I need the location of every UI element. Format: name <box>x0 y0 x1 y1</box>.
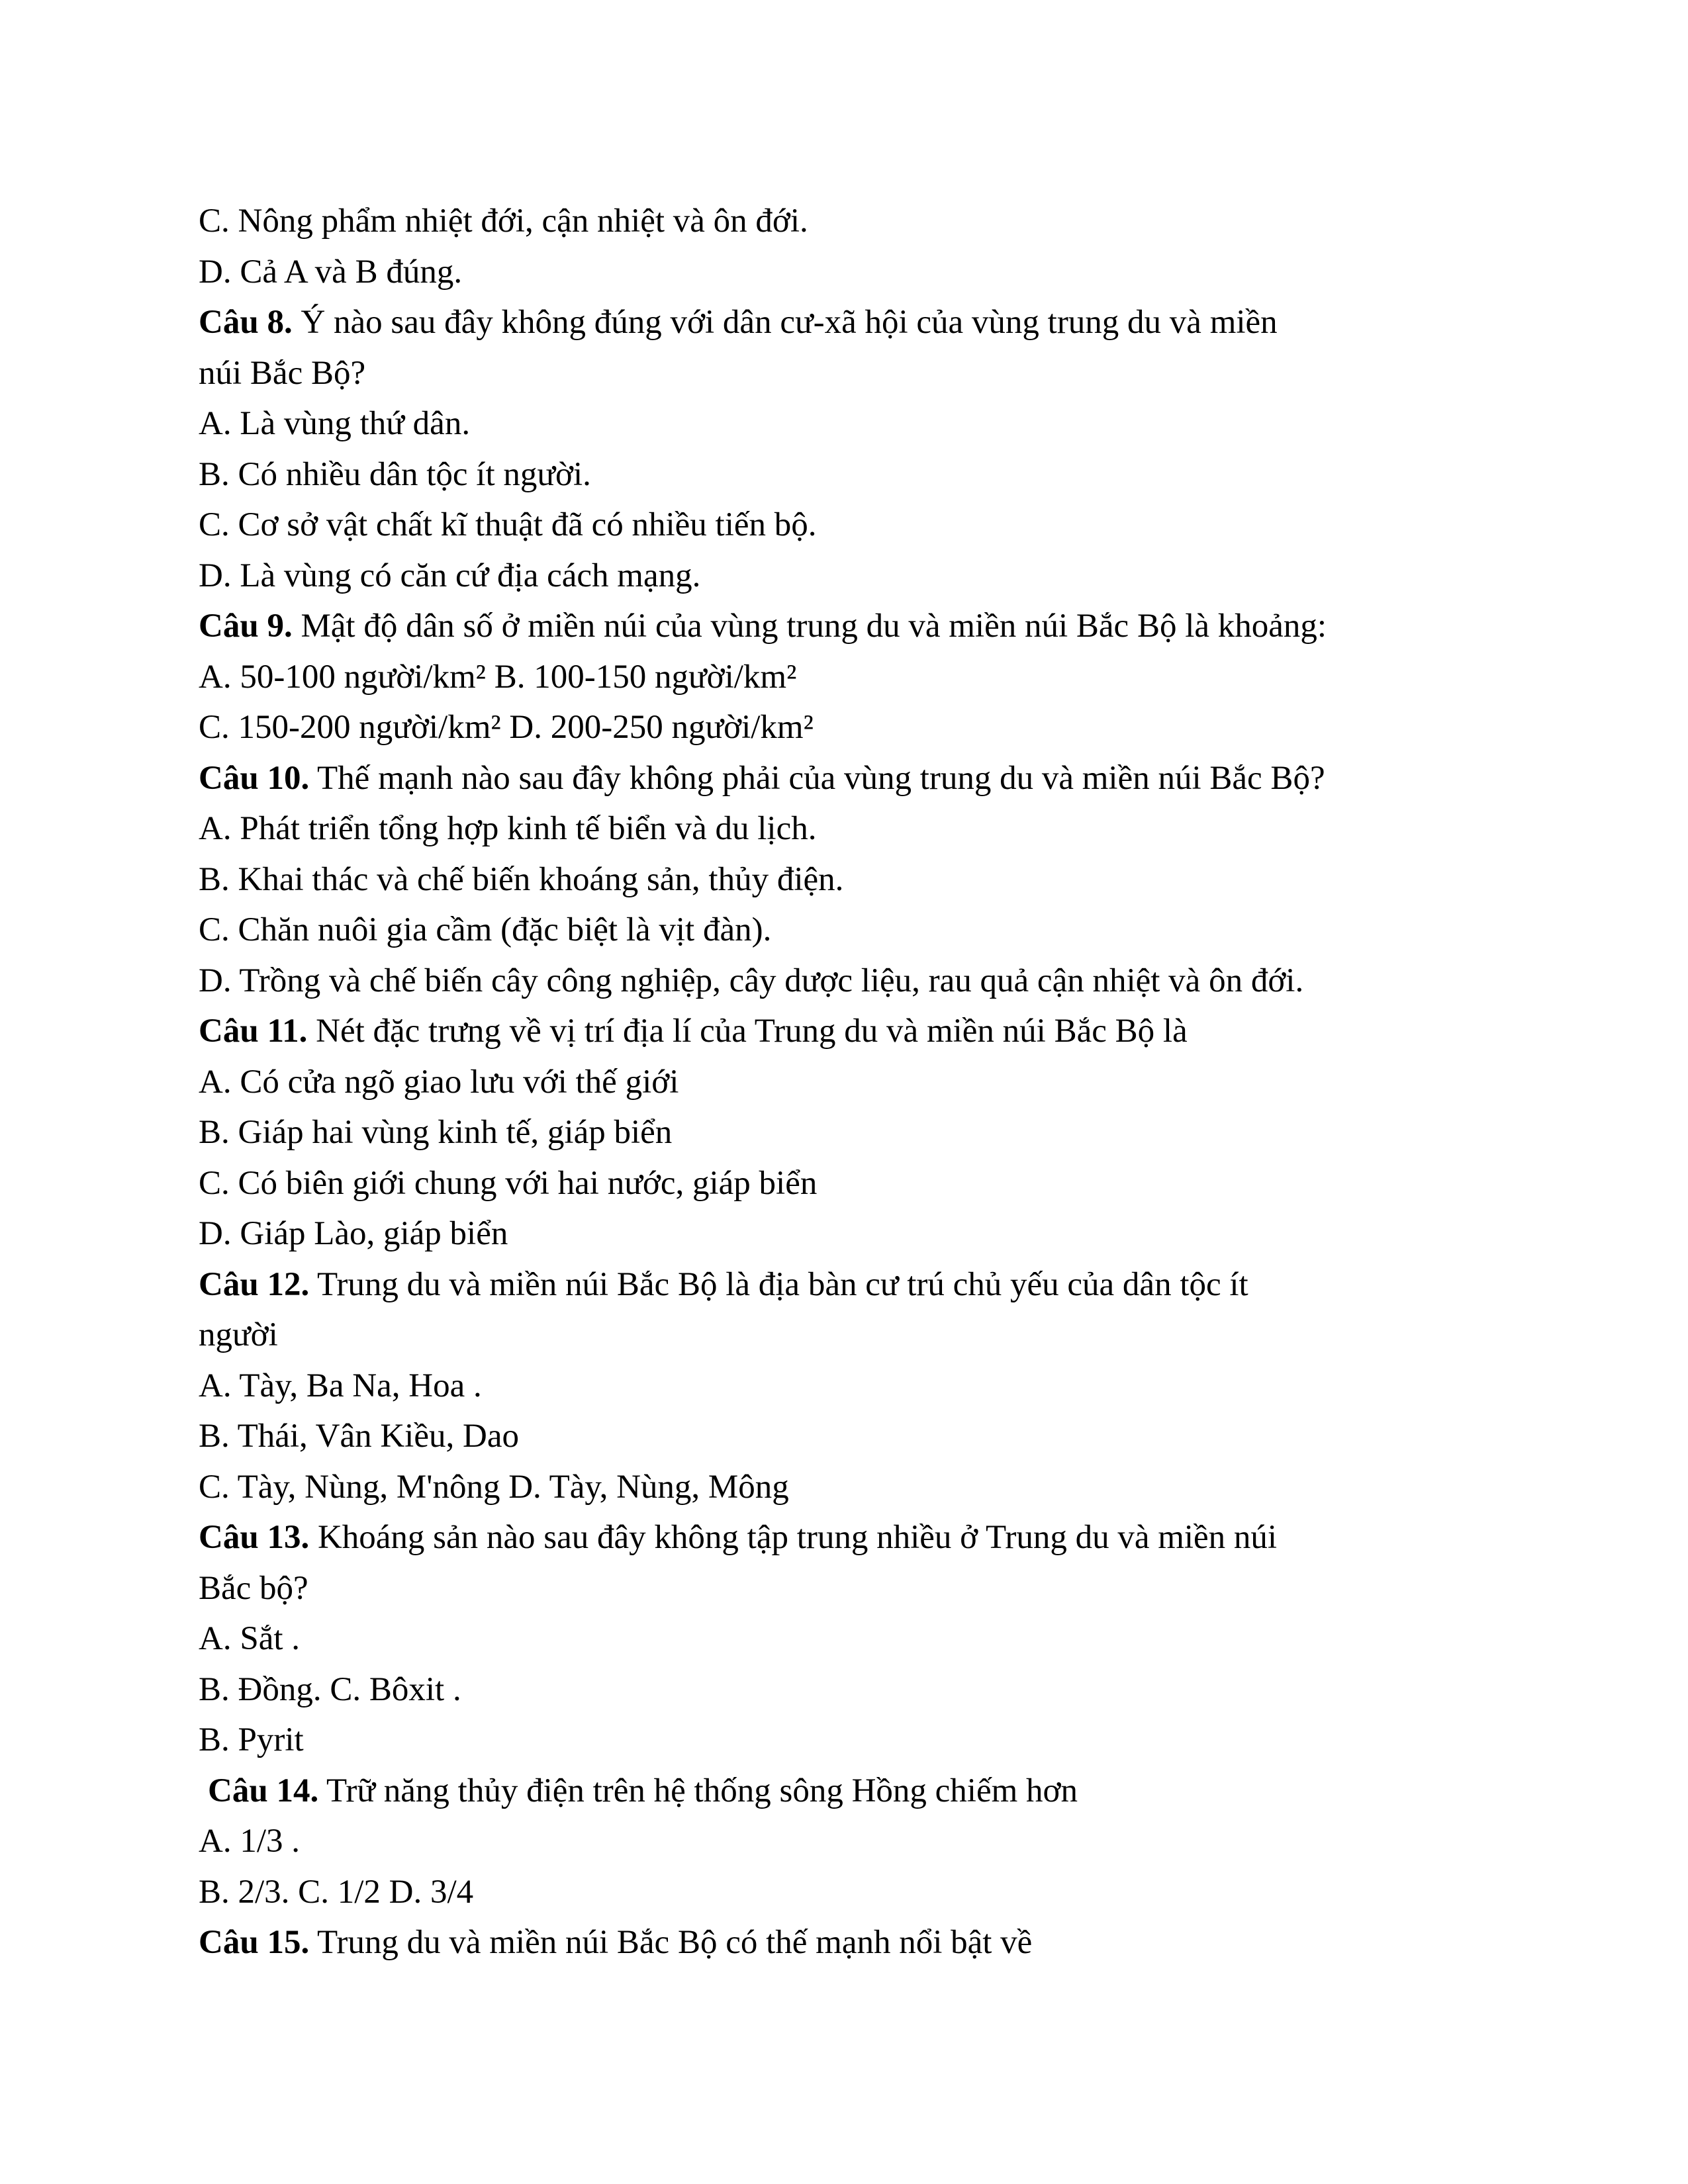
answer-option <box>199 905 1523 956</box>
line-text: A. 1/3 . <box>199 1823 300 1860</box>
line-text: C. Nông phẩm nhiệt đới, cận nhiệt và ôn đới. <box>199 203 808 240</box>
line-text: Trung du và miền núi Bắc Bộ là địa bàn cư trú chủ yếu của dân tộc ít <box>309 1265 1248 1303</box>
answer-option <box>199 1057 1523 1108</box>
line-text: B. Đồng. C. Bôxit . <box>199 1670 461 1708</box>
line-text: Khoáng sản nào sau đây không tập trung nhiều ở Trung du và miền núi <box>309 1519 1278 1556</box>
line-text: B. Khai thác và chế biến khoáng sản, thủy điện. <box>199 860 844 898</box>
line-text: A. Sắt . <box>199 1620 300 1657</box>
line-text: C. Cơ sở vật chất kĩ thuật đã có nhiều tiến bộ. <box>199 506 817 543</box>
question-line <box>199 297 1523 348</box>
answer-option <box>199 1715 1523 1766</box>
answer-option <box>199 398 1523 449</box>
line-text: D. Trồng và chế biến cây công nghiệp, cây dược liệu, rau quả cận nhiệt và ôn đới. <box>199 962 1304 999</box>
line-text: B. Có nhiều dân tộc ít người. <box>199 455 591 493</box>
line-text: Mật độ dân số ở miền núi của vùng trung du và miền núi Bắc Bộ là khoảng: <box>292 608 1327 645</box>
question-label: Câu 14. <box>208 1772 319 1809</box>
line-text: C. Tày, Nùng, M'nông D. Tày, Nùng, Mông <box>199 1468 789 1506</box>
answer-option <box>199 956 1523 1007</box>
line-text: người <box>199 1316 278 1353</box>
line-text: A. Có cửa ngõ giao lưu với thế giới <box>199 1063 679 1101</box>
question-line <box>199 1917 1523 1968</box>
answer-option <box>199 652 1523 703</box>
question-label: Câu 12. <box>199 1265 310 1303</box>
text-line <box>199 247 1523 298</box>
line-text: Trung du và miền núi Bắc Bộ có thế mạnh nổi bật về <box>309 1924 1033 1961</box>
answer-option <box>199 1411 1523 1462</box>
answer-option <box>199 500 1523 551</box>
answer-option <box>199 702 1523 753</box>
line-text: A. 50-100 người/km² B. 100-150 người/km² <box>199 658 797 696</box>
line-text: D. Giáp Lào, giáp biển <box>199 1215 508 1252</box>
line-text: D. Cả A và B đúng. <box>199 253 463 291</box>
answer-option <box>199 1208 1523 1259</box>
text-line <box>199 348 1523 399</box>
line-text: A. Là vùng thứ dân. <box>199 405 471 442</box>
question-label: Câu 10. <box>199 759 310 797</box>
line-text: C. 150-200 người/km² D. 200-250 người/km² <box>199 709 814 746</box>
answer-option <box>199 1867 1523 1918</box>
line-text: A. Phát triển tổng hợp kinh tế biển và du lịch. <box>199 810 817 847</box>
question-line <box>199 1259 1523 1310</box>
answer-option <box>199 1614 1523 1664</box>
line-text: núi Bắc Bộ? <box>199 354 366 392</box>
line-text: B. Thái, Vân Kiều, Dao <box>199 1418 519 1455</box>
answer-option <box>199 449 1523 500</box>
line-text: Bắc bộ? <box>199 1569 308 1607</box>
line-text: C. Chăn nuôi gia cầm (đặc biệt là vịt đàn). <box>199 911 772 948</box>
answer-option <box>199 1107 1523 1158</box>
line-text: D. Là vùng có căn cứ địa cách mạng. <box>199 557 701 594</box>
question-line <box>199 1006 1523 1057</box>
question-line <box>199 1512 1523 1563</box>
line-text: Trữ năng thủy điện trên hệ thống sông Hồng chiếm hơn <box>318 1772 1078 1809</box>
answer-option <box>199 1816 1523 1867</box>
answer-option <box>199 1664 1523 1715</box>
answer-option <box>199 551 1523 602</box>
line-text: A. Tày, Ba Na, Hoa . <box>199 1367 482 1404</box>
text-line <box>199 1310 1523 1361</box>
question-line <box>199 601 1523 652</box>
question-label: Câu 9. <box>199 608 293 645</box>
document-body <box>199 196 1523 1968</box>
question-line <box>199 753 1523 804</box>
answer-option <box>199 1462 1523 1513</box>
text-line <box>199 196 1523 247</box>
answer-option <box>199 1361 1523 1412</box>
answer-option <box>199 803 1523 854</box>
answer-option <box>199 1158 1523 1209</box>
line-text: Nét đặc trưng về vị trí địa lí của Trung du và miền núi Bắc Bộ là <box>307 1013 1188 1050</box>
question-label: Câu 13. <box>199 1519 310 1556</box>
question-label: Câu 11. <box>199 1013 308 1050</box>
line-text: B. Giáp hai vùng kinh tế, giáp biển <box>199 1114 673 1151</box>
line-text: Ý nào sau đây không đúng với dân cư-xã hội của vùng trung du và miền <box>292 304 1278 341</box>
line-text: Thế mạnh nào sau đây không phải của vùng trung du và miền núi Bắc Bộ? <box>309 759 1325 797</box>
line-text: C. Có biên giới chung với hai nước, giáp biển <box>199 1164 818 1202</box>
question-label: Câu 15. <box>199 1924 310 1961</box>
question-label: Câu 8. <box>199 304 293 341</box>
text-line <box>199 1563 1523 1614</box>
line-text: B. Pyrit <box>199 1721 304 1758</box>
line-text: B. 2/3. C. 1/2 D. 3/4 <box>199 1873 474 1911</box>
question-line <box>199 1766 1523 1817</box>
answer-option <box>199 854 1523 905</box>
